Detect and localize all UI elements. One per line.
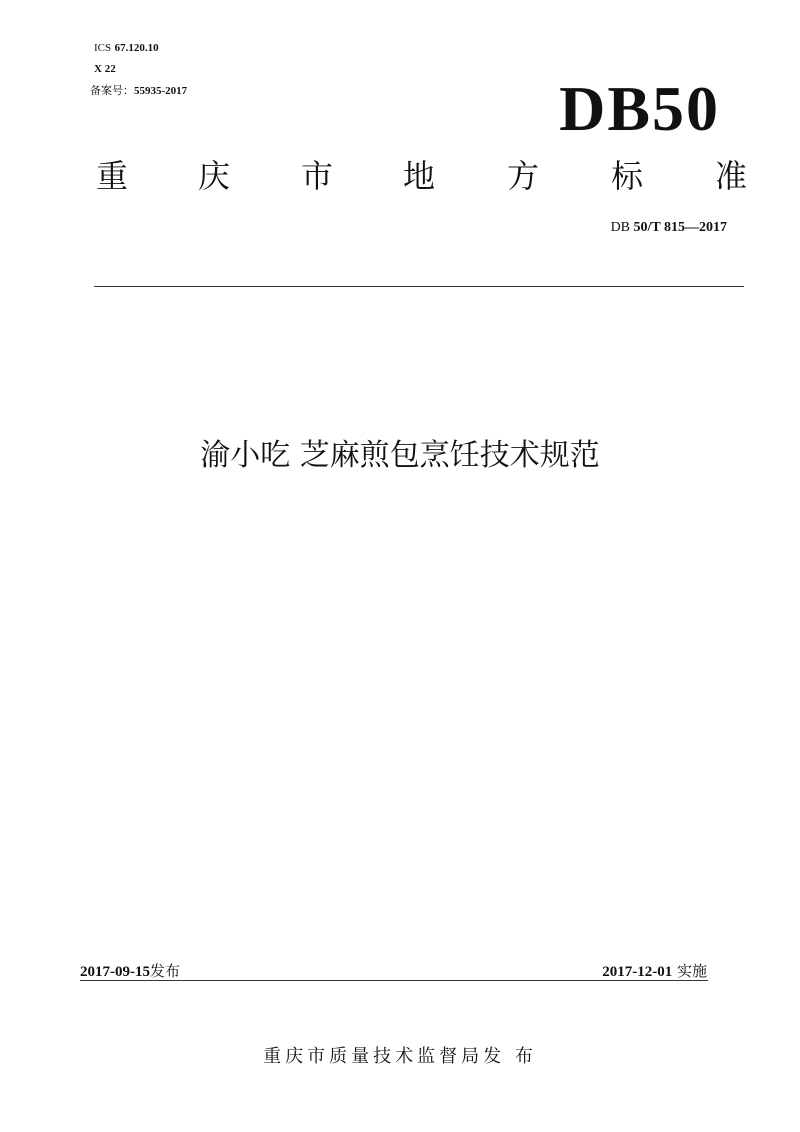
standard-number-value: 50/T 815—2017 [633, 220, 727, 235]
standard-type-char-1: 重 [96, 157, 129, 195]
standard-type-char-6: 标 [611, 157, 644, 195]
standard-code-logo: DB50 [559, 73, 720, 144]
document-title: 渝小吃 芝麻煎包烹饪技术规范 [200, 438, 600, 473]
implementation-date: 2017-12-01 [602, 964, 673, 980]
class-code: X 22 [94, 63, 116, 75]
footer-divider [80, 980, 708, 981]
issue-label: 发布 [150, 962, 181, 980]
ics-value: 67.120.10 [114, 42, 159, 54]
issue-date: 2017-09-15 [80, 964, 150, 980]
ics-label: ICS [94, 42, 112, 54]
filing-line [90, 85, 187, 97]
ics-line [94, 42, 159, 54]
standard-type-char-3: 市 [301, 157, 334, 195]
publisher: 重庆市质量技术监督局发 布 [263, 1046, 537, 1067]
standard-number [611, 220, 727, 236]
standard-type-char-5: 方 [507, 157, 540, 195]
implementation-label: 实施 [676, 962, 707, 980]
header-divider [94, 286, 744, 287]
filing-value: 55935-2017 [134, 85, 188, 97]
standard-type-char-7: 准 [715, 157, 748, 195]
standard-type-char-4: 地 [403, 157, 436, 195]
issue-date-line [80, 960, 180, 981]
standard-number-prefix: DB [610, 220, 631, 235]
implementation-date-line [602, 960, 707, 981]
standard-type-char-2: 庆 [198, 157, 231, 195]
filing-label: 备案号： [90, 84, 134, 97]
